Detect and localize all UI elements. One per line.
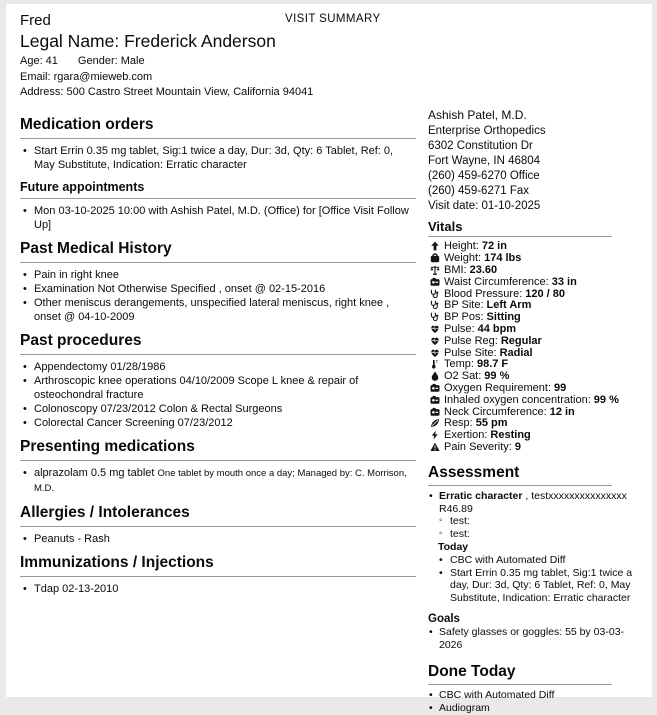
vital-value: 99 %: [484, 370, 509, 382]
assessment-diagnosis: Erratic character: [439, 490, 522, 502]
vital-value: 44 bpm: [478, 323, 517, 335]
patient-email: Email: rgara@mieweb.com: [20, 70, 652, 86]
assessment-today-label: Today: [438, 541, 634, 554]
stethoscope-icon: [430, 289, 440, 299]
list-item-text: Other meniscus derangements, unspecified lateral meniscus, right knee , onset @ 04-10-2009: [34, 297, 389, 323]
heart-pulse-icon: [430, 324, 440, 334]
section-heading: Past procedures: [20, 331, 416, 351]
assessment-list: [428, 490, 634, 605]
vital-label: Pulse Reg:: [444, 335, 498, 347]
vital-value: 98.7 F: [477, 358, 508, 370]
vital-row: [428, 252, 650, 264]
section-presenting-medications: [20, 437, 416, 496]
page-title: VISIT SUMMARY: [285, 13, 381, 25]
vital-value: 33 in: [552, 276, 577, 288]
vital-value: 9: [515, 441, 521, 453]
section-divider: [20, 198, 416, 199]
vital-label: BMI:: [444, 264, 467, 276]
vital-value: 174 lbs: [484, 252, 521, 264]
list-item: [20, 282, 416, 296]
list-item-text: Appendectomy 01/28/1986: [34, 361, 166, 373]
section-list: [20, 360, 416, 430]
arrow-up-icon: [430, 241, 440, 251]
vital-label: Oxygen Requirement:: [444, 382, 551, 394]
vital-label: Resp:: [444, 417, 473, 429]
left-column: [20, 105, 416, 603]
right-column: [428, 105, 650, 715]
list-item: [20, 582, 416, 596]
vital-value: Resting: [490, 429, 530, 441]
list-item-text: Peanuts - Rash: [34, 533, 110, 545]
section-list: [20, 144, 416, 172]
section-medication-orders: [20, 115, 416, 172]
provider-line: (260) 459-6270 Office: [428, 169, 650, 184]
heart-pulse-icon: [430, 336, 440, 346]
section-divider: [20, 354, 416, 355]
content-columns: [6, 105, 652, 715]
vital-row: [428, 441, 650, 453]
vital-label: Temp:: [444, 358, 474, 370]
vital-row: [428, 406, 650, 418]
vital-row: [428, 323, 650, 335]
lightning-bolt-icon: [430, 430, 440, 440]
tape-measure-icon: [430, 383, 440, 393]
vital-value: 99 %: [594, 394, 619, 406]
list-item-detail: One tablet by mouth once a day; Managed by: C. Morrison, M.D.: [34, 468, 407, 494]
section-list: [20, 204, 416, 232]
list-item: [20, 532, 416, 546]
tape-measure-icon: [430, 407, 440, 417]
heart-pulse-icon: [430, 348, 440, 358]
section-heading: Past Medical History: [20, 239, 416, 259]
assessment-divider: [428, 485, 612, 486]
vital-label: Weight:: [444, 252, 481, 264]
provider-line: (260) 459-6271 Fax: [428, 184, 650, 199]
list-item-text: Arthroscopic knee operations 04/10/2009 Scope L knee & repair of osteochondral fracture: [34, 375, 358, 401]
droplet-icon: [430, 371, 440, 381]
provider-info: [428, 107, 650, 214]
vital-row: [428, 394, 650, 406]
vital-value: 72 in: [482, 240, 507, 252]
vital-label: O2 Sat:: [444, 370, 481, 382]
list-item-text: Colonoscopy 07/23/2012 Colon & Rectal Surgeons: [34, 403, 282, 415]
vital-label: Exertion:: [444, 429, 487, 441]
stethoscope-icon: [430, 312, 440, 322]
vital-value: Regular: [501, 335, 542, 347]
goals-heading: Goals: [428, 613, 650, 626]
section-heading: Immunizations / Injections: [20, 553, 416, 573]
section-heading: Allergies / Intolerances: [20, 503, 416, 523]
vital-value: Radial: [500, 347, 533, 359]
list-item: [20, 360, 416, 374]
vital-value: 23.60: [470, 264, 498, 276]
provider-line: Enterprise Orthopedics: [428, 124, 650, 139]
section-list: [20, 466, 416, 496]
vital-label: Inhaled oxygen concentration:: [444, 394, 591, 406]
section-divider: [20, 526, 416, 527]
section-list: [20, 532, 416, 546]
section-divider: [20, 262, 416, 263]
vital-row: [428, 417, 650, 429]
assessment-diagnosis-note: , testxxxxxxxxxxxxxxx: [522, 490, 626, 502]
tape-measure-icon: [430, 395, 440, 405]
vital-value: 12 in: [550, 406, 575, 418]
section-heading: Presenting medications: [20, 437, 416, 457]
vital-row: [428, 382, 650, 394]
done-today-item: • CBC with Automated Diff: [428, 689, 634, 702]
provider-line: Ashish Patel, M.D.: [428, 107, 650, 124]
section-heading: Medication orders: [20, 115, 416, 135]
vital-row: [428, 370, 650, 382]
list-item: [20, 374, 416, 402]
visit-summary-page: [6, 4, 652, 697]
vital-row: [428, 276, 650, 288]
vitals-divider: [428, 236, 612, 237]
vital-value: Sitting: [487, 311, 521, 323]
patient-age: Age: 41: [20, 55, 58, 67]
list-item-text: alprazolam 0.5 mg tablet: [34, 467, 154, 479]
goal-item: • Safety glasses or goggles: 55 by 03-03-2026: [428, 626, 628, 652]
done-today-item: • Audiogram: [428, 702, 634, 715]
weight-scale-icon: [430, 253, 440, 263]
vital-row: [428, 347, 650, 359]
vital-value: 99: [554, 382, 566, 394]
list-item: [20, 144, 416, 172]
section-past-procedures: [20, 331, 416, 430]
done-today-list: [428, 689, 634, 715]
vitals-heading: Vitals: [428, 219, 650, 234]
list-item-text: Mon 03-10-2025 10:00 with Ashish Patel, M.D. (Office) for [Office Visit Follow Up]: [34, 205, 409, 231]
vital-row: [428, 288, 650, 300]
list-item-text: Tdap 02-13-2010: [34, 583, 118, 595]
list-item: [20, 204, 416, 232]
section-future-appointments: [20, 179, 416, 232]
vitals-section: [428, 219, 650, 453]
provider-line: Visit date: 01-10-2025: [428, 199, 650, 214]
section-past-medical-history: [20, 239, 416, 324]
assessment-heading: Assessment: [428, 463, 650, 483]
list-item-text: Examination Not Otherwise Specified , onset @ 02-15-2016: [34, 283, 325, 295]
section-immunizations-injections: [20, 553, 416, 596]
section-list: [20, 268, 416, 324]
assessment-code: R46.89: [439, 503, 634, 516]
vital-value: 120 / 80: [525, 288, 565, 300]
assessment-section: [428, 463, 650, 605]
vital-row: [428, 335, 650, 347]
vital-row: [428, 358, 650, 370]
section-divider: [20, 460, 416, 461]
assessment-sub-item: ◦ test:: [438, 515, 634, 528]
list-item-text: Start Errin 0.35 mg tablet, Sig:1 twice a day, Dur: 3d, Qty: 6 Tablet, Ref: 0, May Substitute, Indication: Erratic character: [34, 145, 393, 171]
thermometer-icon: [430, 359, 440, 369]
tape-measure-icon: [430, 277, 440, 287]
list-item-text: Pain in right knee: [34, 269, 119, 281]
provider-line: 6302 Constitution Dr: [428, 139, 650, 154]
goals-section: [428, 613, 650, 652]
assessment-item-line: [439, 490, 634, 503]
vital-value: 55 pm: [476, 417, 508, 429]
vital-label: Pain Severity:: [444, 441, 512, 453]
vital-label: Neck Circumference:: [444, 406, 547, 418]
stethoscope-icon: [430, 300, 440, 310]
done-today-section: [428, 662, 650, 715]
list-item: [20, 268, 416, 282]
vital-label: Pulse:: [444, 323, 475, 335]
vital-row: [428, 311, 650, 323]
list-item: [20, 402, 416, 416]
done-today-divider: [428, 684, 612, 685]
section-allergies-intolerances: [20, 503, 416, 546]
balance-scale-icon: [430, 265, 440, 275]
assessment-today-item: • Start Errin 0.35 mg tablet, Sig:1 twice a day, Dur: 3d, Qty: 6 Tablet, Ref: 0, May Substitute, Indication: Erratic character: [438, 567, 634, 605]
section-divider: [20, 138, 416, 139]
lungs-leaf-icon: [430, 418, 440, 428]
vital-label: BP Pos:: [444, 311, 484, 323]
vital-value: Left Arm: [487, 299, 532, 311]
assessment-item: [428, 490, 634, 516]
patient-nickname: Fred: [20, 12, 652, 30]
list-item: [20, 416, 416, 430]
patient-demographics: [20, 54, 652, 70]
section-list: [20, 582, 416, 596]
list-item: [20, 296, 416, 324]
vital-row: [428, 299, 650, 311]
list-item: [20, 466, 416, 496]
vital-row: [428, 264, 650, 276]
vital-row: [428, 241, 650, 253]
provider-line: Fort Wayne, IN 46804: [428, 154, 650, 169]
assessment-today-item: • CBC with Automated Diff: [438, 554, 634, 567]
patient-legal-name: Legal Name: Frederick Anderson: [20, 30, 652, 52]
done-today-heading: Done Today: [428, 662, 650, 682]
patient-gender: Gender: Male: [78, 55, 145, 67]
warning-triangle-icon: [430, 442, 440, 452]
vital-label: BP Site:: [444, 299, 484, 311]
vital-row: [428, 429, 650, 441]
vital-label: Waist Circumference:: [444, 276, 549, 288]
list-item-text: Colorectal Cancer Screening 07/23/2012: [34, 417, 233, 429]
assessment-sub-item: ◦ test:: [438, 528, 634, 541]
patient-address: Address: 500 Castro Street Mountain View, California 94041: [20, 85, 652, 101]
vital-label: Pulse Site:: [444, 347, 497, 359]
section-divider: [20, 576, 416, 577]
vital-label: Height:: [444, 240, 479, 252]
vital-label: Blood Pressure:: [444, 288, 522, 300]
goals-list: [428, 626, 628, 652]
section-heading: Future appointments: [20, 179, 416, 195]
